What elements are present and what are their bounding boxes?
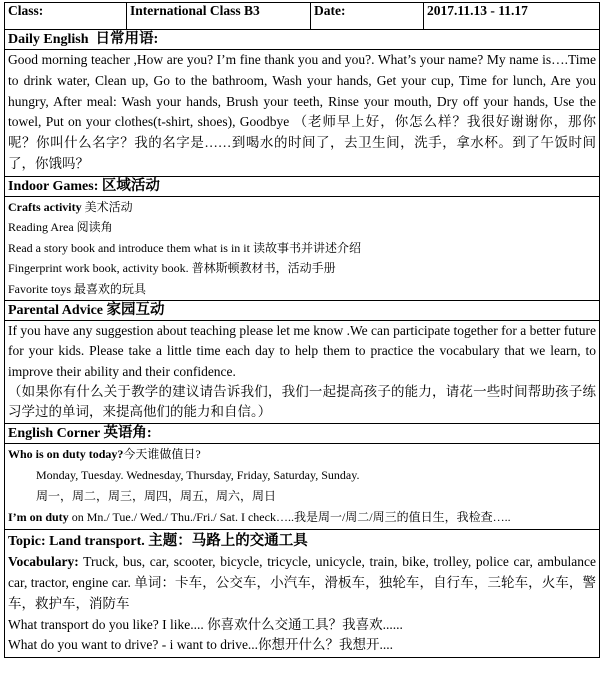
parental-advice-text-en: If you have any suggestion about teaching please let me know .We can participate together for a better future for your kids. Please take a little time each day to help them to practice the vocabulary that we learn, to improve their ability and their confidence. — [8, 323, 596, 379]
daily-english-body-row — [5, 50, 600, 177]
english-corner-body-row — [5, 444, 600, 530]
english-corner-title-en: English Corner — [8, 426, 100, 442]
days-en-line: Monday, Tuesday. Wednesday, Thursday, Friday, Saturday, Sunday. — [36, 468, 360, 483]
parental-advice-title — [5, 301, 600, 321]
parental-advice-body-row — [5, 321, 600, 424]
english-corner-body — [5, 444, 600, 530]
indoor-games-body-row — [5, 196, 600, 301]
header-row — [5, 3, 600, 30]
topic-row — [5, 530, 600, 658]
english-corner-title-row — [5, 424, 600, 444]
vocabulary-text: Truck, bus, car, scooter, bicycle, tricycle, unicycle, train, bike, trolley, police car, ambulance car, tractor, engine car. 单词：卡车，公交车，小汽车，滑板车，独轮车，自行车，三轮车，火车，警车，救护车，消防车 — [8, 554, 596, 611]
english-corner-title — [5, 424, 600, 444]
days-zh-line: 周一，周二，周三，周四，周五，周六，周日 — [36, 489, 277, 504]
duty-answer-lead: I’m on duty — [8, 510, 69, 525]
topic-question-drive: What do you want to drive? - i want to drive...你想开什么？我想开.... — [8, 637, 394, 653]
indoor-item-toys: Favorite toys 最喜欢的玩具 — [8, 281, 146, 296]
class-value: International Class B3 — [127, 3, 311, 30]
parental-advice-title-row — [5, 301, 600, 321]
crafts-activity-zh: 美术活动 — [84, 199, 133, 214]
crafts-activity-line — [8, 197, 596, 218]
parental-advice-title-en: Parental Advice — [8, 303, 104, 319]
topic-question-like: What transport do you like? I like.... 你喜欢什么交通工具？我喜欢...... — [8, 616, 403, 632]
crafts-activity-en: Crafts activity — [8, 199, 82, 214]
daily-english-title-row — [5, 30, 600, 50]
indoor-games-body — [5, 196, 600, 301]
duty-answer-line — [8, 507, 596, 528]
indoor-item-reading: Reading Area 阅读角 — [8, 220, 113, 235]
english-corner-title-zh: 英语角: — [103, 425, 152, 442]
parental-advice-text-zh: （如果你有什么关于教学的建议请告诉我们，我们一起提高孩子的能力，请花一些时间帮助孩子练习学过的单词，来提高他们的能力和自信。） — [8, 383, 596, 420]
indoor-games-title-row — [5, 176, 600, 196]
indoor-item-fingerprint: Fingerprint work book, activity book. 普林斯顿教材书，活动手册 — [8, 261, 336, 276]
parental-advice-title-zh: 家园互动 — [106, 302, 165, 319]
duty-question-zh: 今天谁做值日? — [123, 447, 201, 462]
topic-title-en: Topic: Land transport. — [8, 534, 145, 550]
class-label: Class: — [5, 3, 127, 30]
indoor-games-title-en: Indoor Games: — [8, 178, 99, 194]
indoor-item-story: Read a story book and introduce them what is in it 读故事书并讲述介绍 — [8, 240, 361, 255]
indoor-games-title — [5, 176, 600, 196]
daily-english-title — [5, 30, 600, 50]
vocabulary-block — [8, 552, 596, 614]
topic-body — [5, 530, 600, 658]
daily-english-body: Good morning teacher ,How are you? I’m fine thank you and you?. What’s your name? My name is….Time to drink water, Clean up, Go to the bathroom, Wash your hands, Get your cup, Time for lunch, Are you hungry, After meal: Wash your hands, Brush your teeth, Rinse your mouth, Dry off your hands, Use the towel, Put on your clothes(t-shirt, shoes), Goodbye （老师早上好，你怎么样？我很好谢谢你，那你呢？你叫什么名字？我的名字是……到喝水的时间了，去卫生间，洗手，拿水杯。到了午饭时间了，你饿吗？ — [5, 50, 600, 177]
duty-question-line — [8, 444, 596, 465]
date-label: Date: — [311, 3, 424, 30]
vocabulary-label: Vocabulary: — [8, 554, 79, 570]
weekly-plan-table — [4, 2, 600, 658]
parental-advice-body — [5, 321, 600, 424]
duty-answer-rest: on Mn./ Tue./ Wed./ Thu./Fri./ Sat. I check…..我是周一/周二/周三的值日生，我检查….. — [68, 510, 511, 525]
duty-question: Who is on duty today? — [8, 447, 124, 462]
indoor-games-title-zh: 区域活动 — [101, 177, 160, 194]
daily-english-title-zh: 日常用语: — [95, 31, 159, 47]
date-value: 2017.11.13 - 11.17 — [424, 3, 600, 30]
topic-title-zh: 主题：马路上的交通工具 — [148, 533, 308, 550]
topic-title — [8, 530, 596, 552]
daily-english-title-en: Daily English — [8, 32, 89, 47]
